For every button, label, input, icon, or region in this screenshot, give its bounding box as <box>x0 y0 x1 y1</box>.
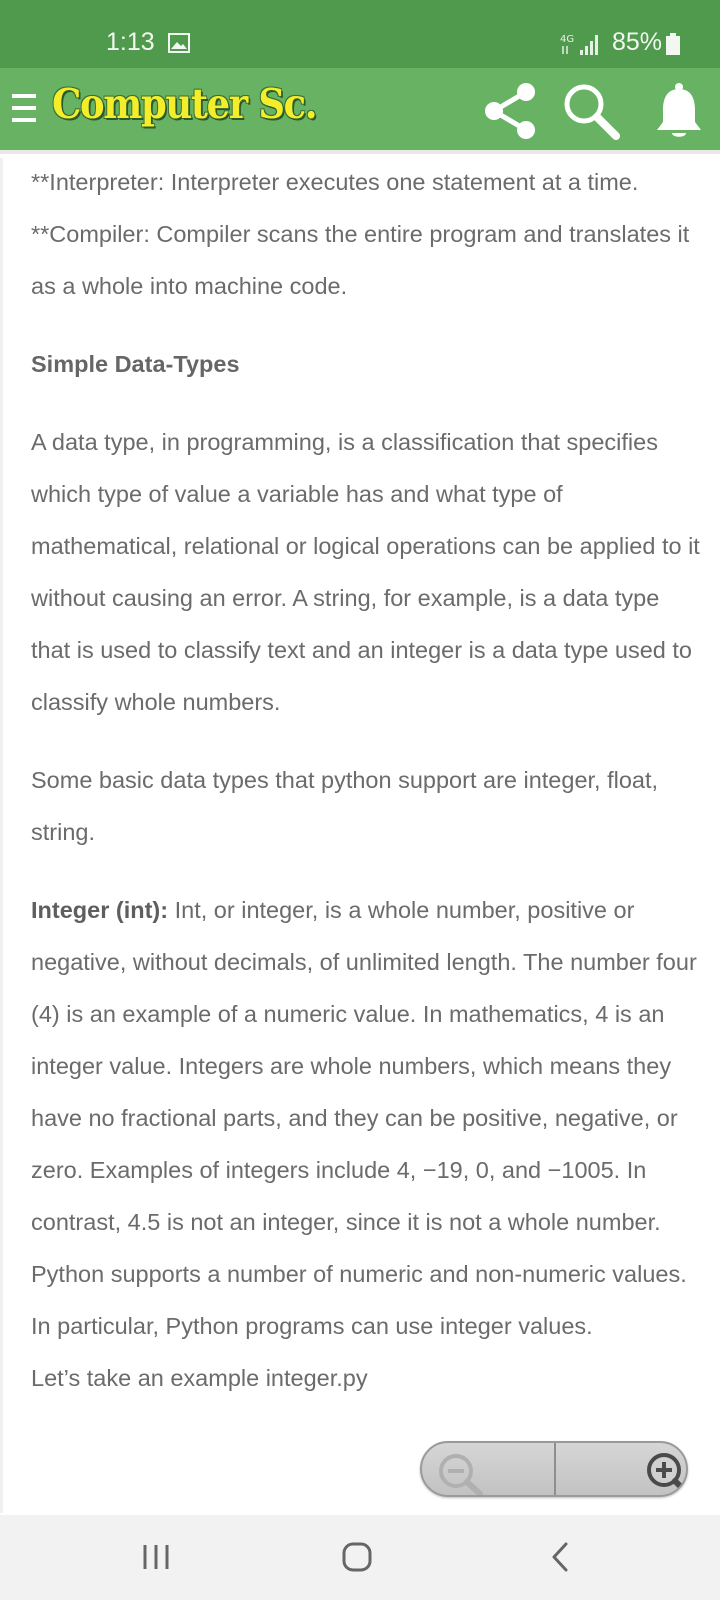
recents-icon[interactable] <box>132 1535 182 1579</box>
battery-percent: 85% <box>612 28 663 56</box>
zoom-in-icon <box>642 1449 686 1493</box>
status-bar <box>0 0 720 68</box>
search-icon[interactable] <box>560 80 622 142</box>
gallery-notification-icon <box>168 33 190 53</box>
zoom-out-button[interactable] <box>422 1443 556 1495</box>
app-bar <box>0 68 720 154</box>
system-nav-bar <box>0 1515 720 1600</box>
zoom-out-icon <box>436 1451 486 1495</box>
app-title: Computer Sc. <box>52 80 317 128</box>
status-time: 1:13 <box>106 28 155 56</box>
article-body <box>31 158 701 1404</box>
section-heading: Simple Data-Types <box>31 351 240 377</box>
network-type-label: 4G <box>560 34 575 45</box>
home-icon[interactable] <box>332 1535 382 1579</box>
integer-text: Int, or integer, is a whole number, positive or negative, without decimals, of unlimited length. The number four (4) is an example of a numeric value. In mathematics, 4 is an integer value. Integers are whole numbers, which means they have no fractional parts, and they can be positive, negative, or zero. Examples of integers include 4, −19, 0, and −1005. In contrast, 4.5 is not an integer, since it is not a whole number. Python supports a number of numeric and non-numeric values. In particular, Python programs can use integer values. <box>31 897 697 1339</box>
share-icon[interactable] <box>480 80 542 142</box>
article-content[interactable] <box>0 158 720 1513</box>
integer-label: Integer (int): <box>31 897 169 923</box>
signal-icon <box>560 32 606 56</box>
data-type-paragraph: A data type, in programming, is a classification that specifies which type of value a variable has and what type of mathematical, relational or logical operations can be applied to it without causing an error. A string, for example, is a data type that is used to classify text and an integer is a data type used to classify whole numbers. <box>31 429 700 715</box>
interpreter-paragraph: **Interpreter: Interpreter executes one statement at a time. <box>31 169 639 195</box>
basic-types-paragraph: Some basic data types that python support are integer, float, string. <box>31 767 659 845</box>
menu-icon[interactable] <box>12 94 38 126</box>
example-paragraph: Let’s take an example integer.py <box>31 1365 368 1391</box>
compiler-paragraph: **Compiler: Compiler scans the entire program and translates it as a whole into machine code. <box>31 221 690 299</box>
bell-icon[interactable] <box>648 80 710 142</box>
battery-icon <box>665 33 681 55</box>
back-icon[interactable] <box>535 1535 585 1579</box>
zoom-control <box>420 1441 688 1497</box>
zoom-in-button[interactable] <box>558 1443 688 1495</box>
integer-paragraph <box>31 884 701 1352</box>
